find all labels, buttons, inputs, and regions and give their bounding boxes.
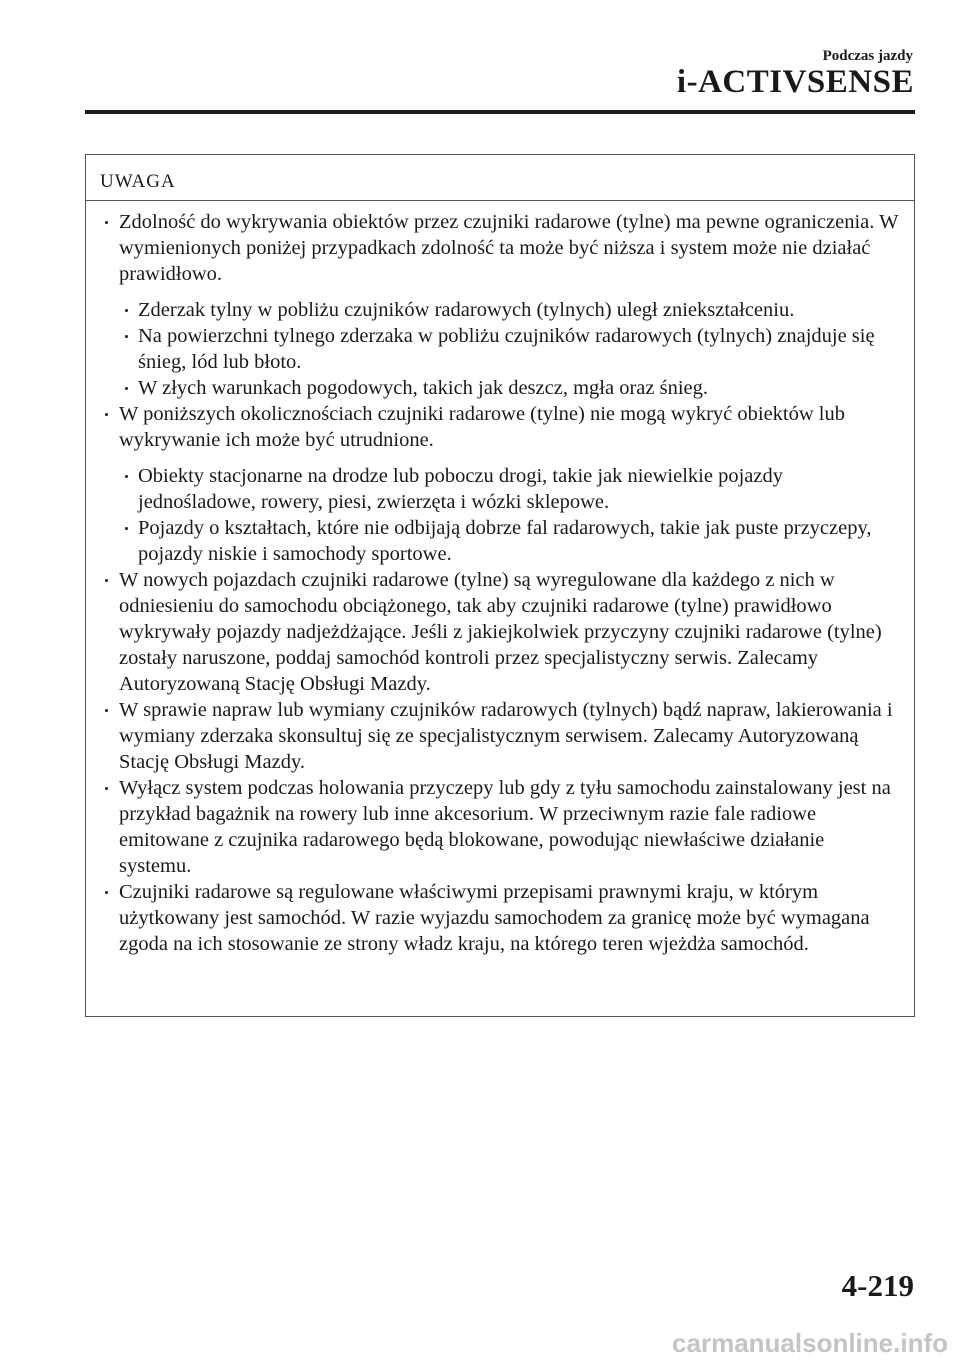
list-item	[100, 401, 900, 453]
bullet-icon	[105, 891, 108, 894]
bullet-icon	[125, 387, 128, 390]
list-item-text: W sprawie napraw lub wymiany czujników radarowych (tylnych) bądź napraw, lakierowania i wymiany zderzaka skonsultuj się ze specjalistycznym serwisem. Zalecamy Autoryzowaną Stację Obsługi Mazdy.	[119, 699, 893, 773]
watermark: carmanualsonline.info	[672, 1328, 948, 1358]
sub-list-item-text: Pojazdy o kształtach, które nie odbijają dobrze fal radarowych, takie jak puste przyczepy, pojazdy niskie i samochody sportowe.	[138, 517, 872, 565]
list-item	[100, 879, 900, 957]
section-title: Podczas jazdy	[822, 48, 913, 64]
notice-box	[85, 154, 915, 1017]
sub-list-item	[100, 515, 900, 567]
list-item	[100, 697, 900, 775]
list-item-text: W nowych pojazdach czujniki radarowe (tylne) są wyregulowane dla każdego z nich w odniesieniu do samochodu obciążonego, tak aby czujniki radarowe (tylne) prawidłowo wykrywały pojazdy nadjeżdżające. Jeśli z jakiejkolwiek przyczyny czujniki radarowe (tylne) zostały naruszone, poddaj samochód kontroli przez specjalistyczny serwis. Zalecamy Autoryzowaną Stację Obsługi Mazdy.	[119, 569, 882, 695]
notice-body	[86, 201, 914, 957]
bullet-icon	[105, 413, 108, 416]
sub-list-item-text: W złych warunkach pogodowych, takich jak deszcz, mgła oraz śnieg.	[138, 377, 708, 399]
chapter-title: i-ACTIVSENSE	[676, 64, 914, 100]
header-divider	[85, 110, 915, 114]
page-number: 4-219	[841, 1268, 914, 1303]
bullet-icon	[105, 709, 108, 712]
sub-list-item	[100, 375, 900, 401]
bullet-icon	[105, 221, 108, 224]
bullet-icon	[105, 579, 108, 582]
notice-heading: UWAGA	[86, 155, 914, 201]
list-item-text: Czujniki radarowe są regulowane właściwymi przepisami prawnymi kraju, w którym użytkowany jest samochód. W razie wyjazdu samochodem za granicę może być wymagana zgoda na ich stosowanie ze strony władz kraju, na którego teren wjeżdża samochód.	[119, 881, 870, 955]
sub-list-item-text: Obiekty stacjonarne na drodze lub poboczu drogi, takie jak niewielkie pojazdy jednośladowe, rowery, piesi, zwierzęta i wózki sklepowe.	[138, 465, 783, 513]
list-item-text: Wyłącz system podczas holowania przyczepy lub gdy z tyłu samochodu zainstalowany jest na przykład bagażnik na rowery lub inne akcesorium. W przeciwnym razie fale radiowe emitowane z czujnika radarowego będą blokowane, powodując niewłaściwe działanie systemu.	[119, 777, 891, 877]
bullet-icon	[125, 335, 128, 338]
sub-list-item	[100, 323, 900, 375]
sub-list-item	[100, 297, 900, 323]
list-item	[100, 209, 900, 287]
sub-list-item-text: Na powierzchni tylnego zderzaka w pobliżu czujników radarowych (tylnych) znajduje się śnieg, lód lub błoto.	[138, 325, 875, 373]
list-item	[100, 775, 900, 879]
list-item-text: Zdolność do wykrywania obiektów przez czujniki radarowe (tylne) ma pewne ograniczenia. W wymienionych poniżej przypadkach zdolność ta może być niższa i system może nie działać prawidłowo.	[119, 211, 899, 285]
bullet-icon	[125, 475, 128, 478]
sub-list-item-text: Zderzak tylny w pobliżu czujników radarowych (tylnych) uległ zniekształceniu.	[138, 299, 795, 321]
list-item	[100, 567, 900, 697]
list-item-text: W poniższych okolicznościach czujniki radarowe (tylne) nie mogą wykryć obiektów lub wykrywanie ich może być utrudnione.	[119, 403, 845, 451]
bullet-icon	[125, 309, 128, 312]
sub-list-item	[100, 463, 900, 515]
bullet-icon	[105, 787, 108, 790]
bullet-icon	[125, 527, 128, 530]
